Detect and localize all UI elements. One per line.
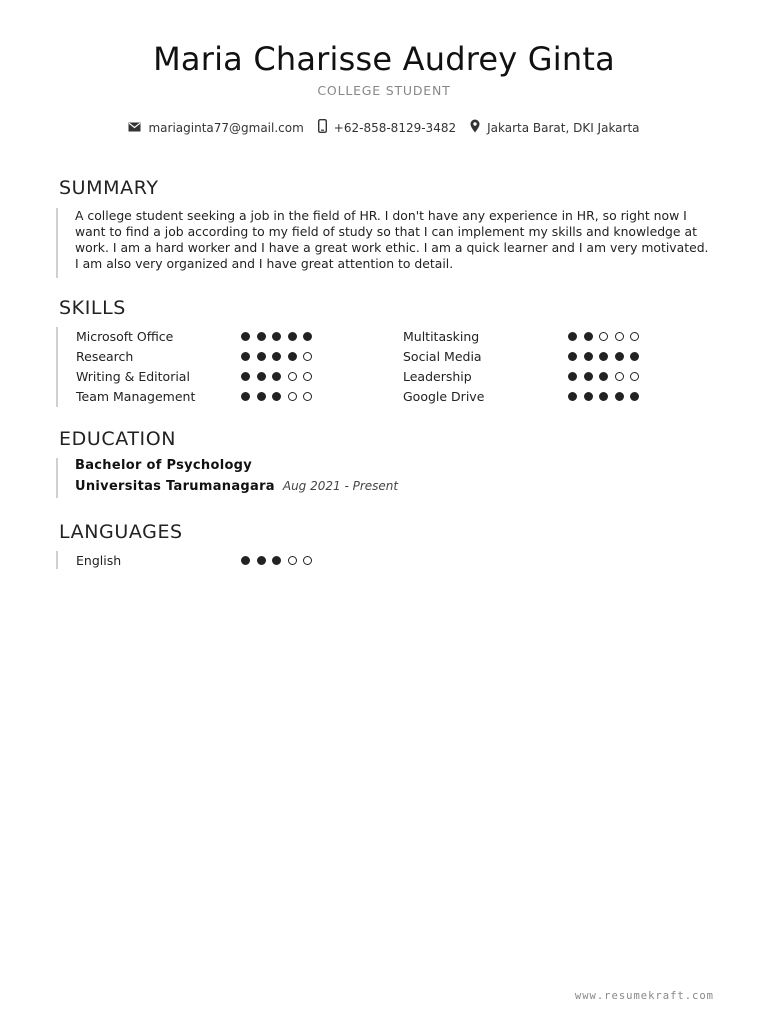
skill-label: Social Media [403, 348, 482, 364]
rating-dot-empty [630, 372, 639, 381]
rating-dot-filled [568, 332, 577, 341]
skill-rating [241, 352, 319, 361]
skill-rating [568, 392, 646, 401]
skill-row [403, 326, 646, 346]
education-degree: Bachelor of Psychology [75, 458, 253, 473]
languages-bar [56, 551, 75, 569]
skill-label: Team Management [76, 389, 196, 405]
rating-dot-filled [599, 392, 608, 401]
rating-dot-filled [241, 332, 250, 341]
rating-dot-filled [630, 352, 639, 361]
resume-name: Maria Charisse Audrey Ginta [153, 40, 615, 78]
rating-dot-empty [303, 352, 312, 361]
phone-icon [318, 119, 327, 136]
rating-dot-filled [568, 352, 577, 361]
skill-rating [241, 556, 319, 565]
rating-dot-filled [272, 556, 281, 565]
rating-dot-empty [599, 332, 608, 341]
rating-dot-empty [288, 556, 297, 565]
rating-dot-filled [584, 372, 593, 381]
rating-dot-empty [288, 372, 297, 381]
skill-rating [568, 372, 646, 381]
rating-dot-empty [303, 556, 312, 565]
skill-label: Leadership [403, 369, 472, 385]
skill-row [76, 367, 319, 387]
rating-dot-filled [599, 352, 608, 361]
skill-rating [568, 352, 646, 361]
rating-dot-filled [568, 392, 577, 401]
contact-phone[interactable] [318, 119, 456, 136]
rating-dot-filled [272, 352, 281, 361]
summary-block [56, 208, 715, 278]
skill-row [403, 387, 646, 407]
rating-dot-filled [241, 372, 250, 381]
skill-row [76, 326, 319, 346]
skills-bar [56, 327, 75, 407]
education-block [56, 458, 398, 498]
rating-dot-filled [599, 372, 608, 381]
skill-rating [241, 392, 319, 401]
rating-dot-empty [615, 372, 624, 381]
education-school: Universitas Tarumanagara [75, 479, 275, 494]
rating-dot-filled [584, 332, 593, 341]
rating-dot-filled [272, 372, 281, 381]
envelope-icon [128, 121, 141, 135]
rating-dot-empty [615, 332, 624, 341]
contact-email-text: mariaginta77@gmail.com [148, 120, 304, 135]
contact-location [470, 119, 639, 136]
rating-dot-filled [241, 556, 250, 565]
rating-dot-filled [272, 332, 281, 341]
skill-rating [241, 332, 319, 341]
rating-dot-filled [257, 332, 266, 341]
rating-dot-filled [615, 392, 624, 401]
rating-dot-filled [615, 352, 624, 361]
summary-title: SUMMARY [59, 177, 159, 199]
rating-dot-filled [288, 332, 297, 341]
skill-label: Writing & Editorial [76, 369, 190, 385]
contact-bar [0, 119, 768, 136]
contact-location-text: Jakarta Barat, DKI Jakarta [487, 120, 640, 135]
skill-label: Google Drive [403, 389, 485, 405]
rating-dot-empty [630, 332, 639, 341]
rating-dot-filled [241, 352, 250, 361]
rating-dot-empty [303, 392, 312, 401]
skill-label: Microsoft Office [76, 328, 174, 344]
skill-row [76, 346, 319, 366]
languages-title: LANGUAGES [59, 521, 183, 543]
rating-dot-filled [257, 392, 266, 401]
skill-row [403, 367, 646, 387]
skill-label: Research [76, 348, 134, 364]
rating-dot-filled [257, 556, 266, 565]
rating-dot-filled [584, 392, 593, 401]
skill-row [403, 346, 646, 366]
skill-label: Multitasking [403, 328, 480, 344]
rating-dot-filled [584, 352, 593, 361]
skill-row [76, 550, 319, 570]
rating-dot-filled [257, 352, 266, 361]
rating-dot-filled [568, 372, 577, 381]
rating-dot-filled [303, 332, 312, 341]
rating-dot-filled [288, 352, 297, 361]
skill-row [76, 387, 319, 407]
rating-dot-empty [288, 392, 297, 401]
skill-rating [241, 372, 319, 381]
skills-title: SKILLS [59, 297, 126, 319]
footer-site[interactable]: www.resumekraft.com [574, 990, 714, 1002]
contact-phone-text: +62-858-8129-3482 [333, 120, 457, 135]
contact-email[interactable] [128, 121, 303, 135]
rating-dot-filled [257, 372, 266, 381]
resume-role: COLLEGE STUDENT [317, 83, 451, 98]
skill-label: English [76, 552, 122, 568]
rating-dot-filled [272, 392, 281, 401]
rating-dot-filled [630, 392, 639, 401]
rating-dot-filled [241, 392, 250, 401]
education-title: EDUCATION [59, 428, 177, 450]
skill-rating [568, 332, 646, 341]
summary-text: A college student seeking a job in the field of HR. I don't have any experience in HR, so right now I want to find a job according to my field of study so that I can implement my skills and knowledge at work. I am a hard worker and I have a great work ethic. I am a quick learner and I am very motivated. I am also very organized and I have great attention to detail. [75, 208, 709, 271]
map-pin-icon [470, 119, 480, 136]
rating-dot-empty [303, 372, 312, 381]
education-date: Aug 2021 - Present [282, 479, 399, 493]
